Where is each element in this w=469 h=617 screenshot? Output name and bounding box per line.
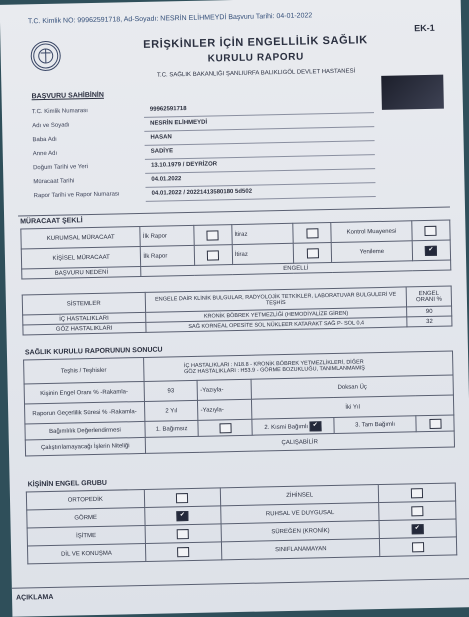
objection-checkbox[interactable] xyxy=(306,248,318,258)
partial-dependent-checkbox[interactable] xyxy=(310,421,322,431)
work-value: ÇALIŞABİLİR xyxy=(145,431,455,453)
group-label: ZİHİNSEL xyxy=(221,485,379,506)
rate-cell: 90 xyxy=(407,306,452,317)
rate-col-header: ENGEL ORANI % xyxy=(406,286,451,307)
hospital-name: T.C. SAĞLIK BAKANLIĞI ŞANLIURFA BALIKLIGÖL DEVLET HASTANESİ xyxy=(156,68,356,79)
validity-number: 2 Yıl xyxy=(144,400,198,421)
unclassified-checkbox[interactable] xyxy=(412,542,424,552)
group-check-cell xyxy=(379,501,456,521)
reason-value: ENGELLİ xyxy=(141,260,451,276)
explanation-label: AÇIKLAMA xyxy=(15,593,54,602)
application-section-title: MÜRACAAT ŞEKLİ xyxy=(20,217,83,226)
validity-label: Raporun Geçerlilik Süresi % -Rakamla- xyxy=(25,401,145,424)
field-label: Baba Adı xyxy=(32,136,57,144)
speech-checkbox[interactable] xyxy=(177,547,189,557)
section-divider xyxy=(18,207,450,217)
group-check-cell xyxy=(380,537,457,557)
application-table xyxy=(20,220,451,280)
reason-label: BAŞVURU NEDENİ xyxy=(22,266,142,278)
control-exam-checkbox[interactable] xyxy=(425,225,437,235)
rate-cell: 32 xyxy=(407,316,452,327)
field-underline xyxy=(146,196,376,202)
first-report-checkbox[interactable] xyxy=(207,250,219,260)
group-check-cell xyxy=(379,519,456,539)
mental-checkbox[interactable] xyxy=(411,488,423,498)
orthopedic-checkbox[interactable] xyxy=(176,493,188,503)
application-type: KURUMSAL MÜRACAAT xyxy=(21,227,141,249)
result-table xyxy=(23,350,455,456)
field-label: Anne Adı xyxy=(32,150,58,158)
rate-word-label: -Yazıyla- xyxy=(197,379,251,400)
group-check-cell xyxy=(145,542,222,562)
applicant-section-title: BAŞVURU SAHİBİNİN xyxy=(31,91,104,101)
renewal-checkbox[interactable] xyxy=(425,245,437,255)
option-cell xyxy=(194,245,232,266)
vision-checkbox[interactable] xyxy=(177,511,189,521)
application-type: KİŞİSEL MÜRACAAT xyxy=(21,246,141,268)
validity-words: İki Yıl xyxy=(251,395,453,419)
dep-option-cell xyxy=(198,419,252,436)
field-value: 99962591718 xyxy=(149,106,187,113)
group-label: GÖRME xyxy=(27,507,145,527)
dep-option-label xyxy=(252,417,334,435)
option-label: Kontrol Muayenesi xyxy=(331,221,412,243)
dep-option-label: 1. Bağımsız xyxy=(145,420,199,437)
field-value: HASAN xyxy=(150,134,172,141)
group-check-cell xyxy=(144,488,221,508)
result-section-title: SAĞLIK KURULU RAPORUNUN SONUCU xyxy=(24,346,163,357)
dep-option-cell xyxy=(416,415,454,432)
partial-dependent-label: 2. Kısmi Bağımlı xyxy=(264,423,309,431)
option-cell xyxy=(194,225,232,246)
system-cell: İÇ HASTALIKLARI xyxy=(23,312,146,325)
field-value: 13.10.1979 / DEYRİZOR xyxy=(150,161,218,169)
option-label: İtiraz xyxy=(232,243,293,264)
finding-cell: SAĞ KORNEAL OPESİTE SOL NÜKLEER KATARAKT SAĞ P- SOL 0,4 xyxy=(145,317,407,332)
title-line-1: ERİŞKİNLER İÇİN ENGELLİLİK SAĞLIK xyxy=(143,34,368,51)
top-header-line: T.C. Kimlik NO: 99962591718, Ad-Soyadı: NESRİN ELİHMEYDİ Başvuru Tarihi: 04-01-2022 xyxy=(27,12,313,26)
group-label: ORTOPEDİK xyxy=(26,489,144,509)
rate-number: 93 xyxy=(144,380,198,401)
group-label: İŞİTME xyxy=(27,525,145,545)
group-label: SÜREĞEN (KRONİK) xyxy=(221,521,379,542)
work-label: Çalıştırılamayacağı İşlerin Niteliği xyxy=(25,437,145,456)
applicant-fields xyxy=(32,99,404,205)
objection-checkbox[interactable] xyxy=(306,228,318,238)
validity-word-label: -Yazıyla- xyxy=(198,399,252,420)
diagnosis-label: Teşhis / Teşhisler xyxy=(24,357,144,384)
field-label: Rapor Tarihi ve Rapor Numarası xyxy=(33,191,120,200)
group-label: RUHSAL VE DUYGUSAL xyxy=(221,503,379,524)
option-label: İtiraz xyxy=(232,223,293,244)
hearing-checkbox[interactable] xyxy=(177,529,189,539)
diagnosis-value: İÇ HASTALIKLARI : N18.8 - KRONİK BÖBREK YETMEZLİKLERİ, DİĞER GÖZ HASTALIKLARI : H53.9 - GÖRME BOZUKLUĞU, TANIMLANMAMIŞ xyxy=(143,351,453,381)
rate-words: Doksan Üç xyxy=(251,375,453,399)
chronic-checkbox[interactable] xyxy=(412,524,424,534)
disability-group-table xyxy=(26,479,457,564)
group-label: SINIFLANAMAYAN xyxy=(222,539,380,560)
finding-cell: KRONİK BÖBREK YETMEZLİĞİ (HEMODİYALİZE GİREN) xyxy=(145,307,407,322)
field-value: SADİYE xyxy=(150,148,174,155)
disability-section-title: KİŞİNİN ENGEL GRUBU xyxy=(27,479,107,489)
option-cell xyxy=(293,223,331,244)
group-check-cell xyxy=(145,524,222,544)
group-label: DİL VE KONUŞMA xyxy=(27,543,145,563)
field-label: T.C. Kimlik Numarası xyxy=(31,108,88,116)
option-label: Yenileme xyxy=(331,241,412,263)
rate-label: Kişinin Engel Oranı % -Rakamla- xyxy=(24,381,144,404)
field-label: Doğum Tarihi ve Yeri xyxy=(33,164,89,172)
findings-col-header: ENGELE DAİR KLİNİK BULGULAR, RADYOLOJİK TETKİKLER, LABORATUVAR BULGULERİ VE TEŞHİS xyxy=(145,287,407,312)
footer-divider xyxy=(12,578,469,589)
fully-dependent-checkbox[interactable] xyxy=(429,418,441,428)
first-report-checkbox[interactable] xyxy=(207,230,219,240)
ministry-seal-icon xyxy=(31,42,60,71)
systems-table xyxy=(22,285,453,335)
option-label: İlk Rapor xyxy=(140,225,194,246)
field-label: Müracaat Tarihi xyxy=(33,178,75,186)
systems-col-header: SİSTEMLER xyxy=(22,292,145,315)
emotional-checkbox[interactable] xyxy=(411,506,423,516)
group-check-cell xyxy=(378,483,455,503)
form-code: EK-1 xyxy=(414,22,435,34)
group-check-cell xyxy=(144,506,221,526)
option-cell xyxy=(412,240,451,261)
field-value: 04.01.2022 / 20221413580180 5d502 xyxy=(151,188,253,197)
independent-checkbox[interactable] xyxy=(219,423,231,433)
ministry-logo xyxy=(30,41,61,72)
dep-option-label: 3. Tam Bağımlı xyxy=(334,416,416,434)
field-value: 04.01.2022 xyxy=(151,176,182,183)
field-label: Adı ve Soyadı xyxy=(32,122,70,130)
field-value: NESRİN ELİHMEYDİ xyxy=(150,119,208,127)
dependency-label: Bağımlılık Değerlendirmesi xyxy=(25,421,145,440)
option-cell xyxy=(412,220,451,241)
title-line-2: KURULU RAPORU xyxy=(207,51,304,65)
option-cell xyxy=(293,243,331,264)
option-label: İlk Rapor xyxy=(141,245,195,266)
system-cell: GÖZ HASTALIKLARI xyxy=(23,322,146,335)
